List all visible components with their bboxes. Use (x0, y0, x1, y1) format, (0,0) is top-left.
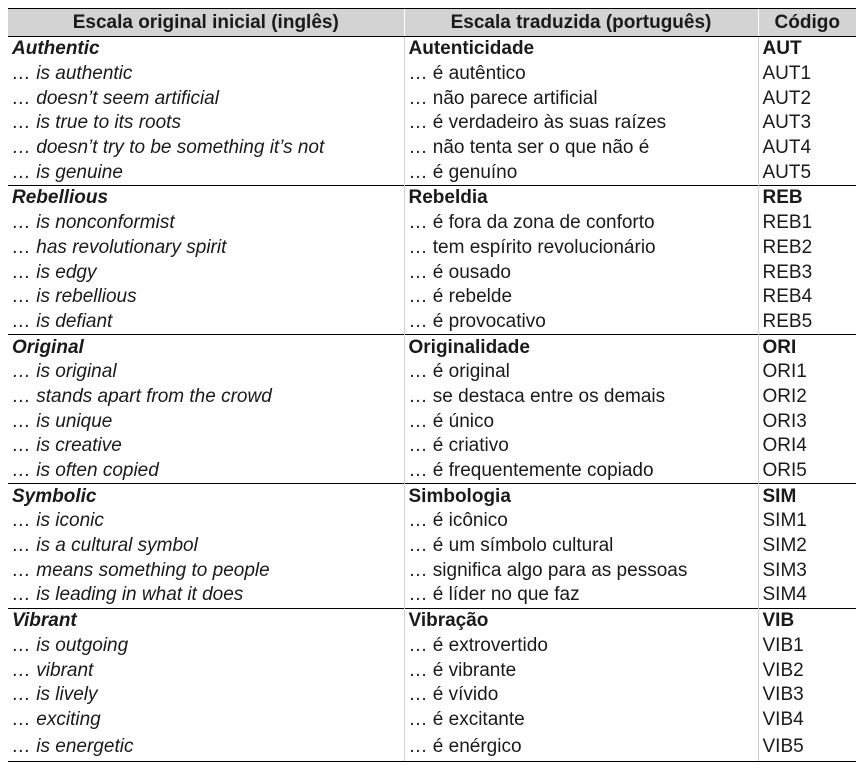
header-english-scale: Escala original inicial (inglês) (8, 9, 404, 37)
item-code: VIB3 (758, 683, 856, 708)
category-english: Original (8, 335, 404, 360)
item-code: SIM1 (758, 509, 856, 534)
header-row (8, 9, 856, 37)
scale-table (8, 8, 856, 762)
item-code: AUT3 (758, 111, 856, 136)
item-row (8, 708, 856, 733)
category-row (8, 335, 856, 360)
item-code: SIM2 (758, 534, 856, 559)
category-english: Rebellious (8, 186, 404, 211)
item-row (8, 111, 856, 136)
item-row (8, 534, 856, 559)
category-code: REB (758, 186, 856, 211)
category-portuguese: Autenticidade (404, 37, 758, 62)
item-portuguese: … é frequentemente copiado (404, 459, 758, 484)
item-portuguese: … é original (404, 360, 758, 385)
item-row (8, 459, 856, 484)
item-row (8, 211, 856, 236)
item-english: … is true to its roots (12, 112, 181, 134)
item-portuguese: … é vívido (404, 683, 758, 708)
item-portuguese: … não parece artificial (404, 86, 758, 111)
item-english: … is a cultural symbol (12, 535, 198, 557)
item-english: … is outgoing (12, 634, 129, 656)
item-row (8, 583, 856, 608)
item-row (8, 409, 856, 434)
category-english: Authentic (12, 38, 100, 60)
item-portuguese: … é rebelde (404, 285, 758, 310)
item-row (8, 86, 856, 111)
item-english: … doesn’t seem artificial (12, 87, 219, 109)
item-row (8, 732, 856, 762)
item-code: SIM4 (758, 583, 856, 608)
item-english: … is edgy (12, 261, 97, 283)
item-english: … is authentic (12, 63, 133, 85)
category-row (8, 484, 856, 509)
item-row (8, 160, 856, 185)
item-english: … is unique (12, 410, 113, 432)
item-row (8, 558, 856, 583)
item-english: … is energetic (8, 732, 404, 762)
category-english: Symbolic (8, 484, 404, 509)
item-portuguese: … é genuíno (404, 160, 758, 185)
item-row (8, 260, 856, 285)
item-code: REB2 (758, 236, 856, 261)
item-english: … is leading in what it does (12, 584, 244, 606)
item-code: VIB2 (758, 658, 856, 683)
table-body (8, 37, 856, 762)
item-portuguese: … é fora da zona de conforto (404, 211, 758, 236)
item-portuguese: … é icônico (404, 509, 758, 534)
item-row (8, 136, 856, 161)
item-row (8, 509, 856, 534)
table-header (8, 9, 856, 37)
item-english: … is nonconformist (12, 212, 175, 234)
item-portuguese: … significa algo para as pessoas (404, 558, 758, 583)
item-portuguese: … é único (404, 409, 758, 434)
category-portuguese: Rebeldia (404, 186, 758, 211)
item-code: AUT1 (758, 62, 856, 87)
item-english: … is genuine (12, 161, 123, 183)
item-portuguese: … é provocativo (404, 310, 758, 335)
item-row (8, 683, 856, 708)
category-portuguese: Simbologia (404, 484, 758, 509)
item-code: VIB5 (758, 732, 856, 762)
item-english: … exciting (12, 708, 101, 730)
item-english: … is rebellious (12, 286, 137, 308)
item-portuguese: … é criativo (404, 434, 758, 459)
item-english: … is defiant (12, 310, 113, 332)
item-portuguese: … tem espírito revolucionário (404, 236, 758, 261)
item-portuguese: … é verdadeiro às suas raízes (404, 111, 758, 136)
item-code: VIB4 (758, 708, 856, 733)
item-portuguese: … é um símbolo cultural (404, 534, 758, 559)
item-english: … is iconic (12, 510, 104, 532)
item-portuguese: … é enérgico (404, 732, 758, 762)
category-code: VIB (758, 608, 856, 633)
item-row (8, 285, 856, 310)
header-code: Código (758, 9, 856, 37)
item-portuguese: … é autêntico (404, 62, 758, 87)
item-english: … means something to people (12, 559, 270, 581)
item-row (8, 360, 856, 385)
category-row (8, 608, 856, 633)
item-english: … is creative (12, 435, 122, 457)
item-portuguese: … é excitante (404, 708, 758, 733)
item-code: ORI2 (758, 385, 856, 410)
item-row (8, 236, 856, 261)
item-portuguese: … é líder no que faz (404, 583, 758, 608)
item-row (8, 385, 856, 410)
header-portuguese-scale: Escala traduzida (português) (404, 9, 758, 37)
item-code: REB5 (758, 310, 856, 335)
item-portuguese: … é ousado (404, 260, 758, 285)
item-portuguese: … é extrovertido (404, 634, 758, 659)
item-row (8, 310, 856, 335)
category-code: AUT (758, 37, 856, 62)
item-english: … is lively (12, 684, 98, 706)
item-row (8, 434, 856, 459)
item-portuguese: … se destaca entre os demais (404, 385, 758, 410)
item-code: ORI5 (758, 459, 856, 484)
item-portuguese: … é vibrante (404, 658, 758, 683)
item-english: … vibrant (12, 659, 94, 681)
item-code: VIB1 (758, 634, 856, 659)
category-row (8, 186, 856, 211)
item-portuguese: … não tenta ser o que não é (404, 136, 758, 161)
item-english: … has revolutionary spirit (12, 236, 227, 258)
item-code: AUT5 (758, 160, 856, 185)
item-code: ORI4 (758, 434, 856, 459)
item-row (8, 634, 856, 659)
item-english: … stands apart from the crowd (12, 385, 272, 407)
item-code: REB4 (758, 285, 856, 310)
category-row (8, 37, 856, 62)
item-row (8, 658, 856, 683)
item-code: ORI3 (758, 409, 856, 434)
item-english: … is original (12, 361, 117, 383)
category-code: SIM (758, 484, 856, 509)
item-code: ORI1 (758, 360, 856, 385)
category-portuguese: Originalidade (404, 335, 758, 360)
category-english: Vibrant (8, 608, 404, 633)
item-code: AUT4 (758, 136, 856, 161)
category-portuguese: Vibração (404, 608, 758, 633)
item-code: AUT2 (758, 86, 856, 111)
item-english: … is often copied (12, 460, 159, 482)
item-code: REB1 (758, 211, 856, 236)
item-code: SIM3 (758, 558, 856, 583)
item-row (8, 62, 856, 87)
item-code: REB3 (758, 260, 856, 285)
category-code: ORI (758, 335, 856, 360)
item-english: … doesn’t try to be something it’s not (12, 137, 325, 159)
